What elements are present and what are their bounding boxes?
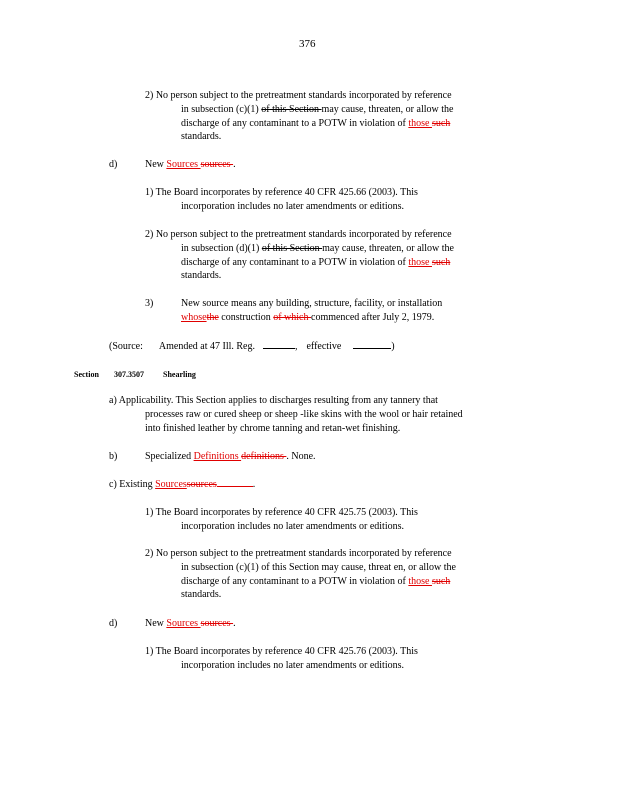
inserted-text: Sources (166, 618, 201, 629)
deleted-text: of which (273, 312, 311, 323)
text-line: 1) The Board incorporates by reference 40 CFR 425.66 (2003). This (145, 187, 418, 198)
page-number: 376 (299, 38, 316, 50)
inserted-text: Sources (166, 159, 201, 170)
deleted-text: the (206, 312, 219, 323)
text-run: discharge of any contaminant to a POTW in violation of (181, 257, 409, 268)
text-run: discharge of any contaminant to a POTW in violation of (181, 118, 409, 129)
deleted-text: such (431, 576, 451, 587)
subsection-label: b) (109, 451, 118, 462)
blank-line (263, 339, 295, 349)
text-line: 2) No person subject to the pretreatment standards incorporated by reference (145, 229, 452, 240)
text-line: into finished leather by chrome tanning and retan-wet finishing. (145, 423, 401, 434)
text-run: . (233, 159, 236, 170)
text-line (181, 256, 450, 269)
text-line: processes raw or cured sheep or sheep -like skins with the wool or hair retained (145, 409, 463, 420)
inserted-text: Definitions (193, 451, 242, 462)
subsection-label: d) (109, 618, 118, 629)
text-line: incorporation includes no later amendments or editions. (181, 521, 404, 532)
source-label: (Source: (109, 341, 143, 352)
text-run: may cause, threaten, or allow the (321, 104, 454, 115)
text-line: New source means any building, structure, facility, or installation (181, 298, 443, 309)
subsection-c-existing-sources (109, 478, 255, 491)
text-run: New (145, 618, 167, 629)
text-run: Specialized (145, 451, 194, 462)
section-label: Section (74, 370, 99, 379)
text-run: c) Existing (109, 479, 156, 490)
text-line (181, 117, 450, 130)
inserted-text: Sources (155, 479, 187, 490)
subsection-heading (145, 158, 236, 171)
text-line: 2) No person subject to the pretreatment standards incorporated by reference (145, 548, 452, 559)
text-line: 1) The Board incorporates by reference 40 CFR 425.76 (2003). This (145, 646, 418, 657)
text-run: construction (218, 312, 274, 323)
text-run: . None. (286, 451, 316, 462)
text-run: commenced after July 2, 1979. (311, 312, 435, 323)
text-line: standards. (181, 270, 222, 281)
deleted-rule (217, 480, 253, 487)
text-line: in subsection (c)(1) of this Section may cause, threat en, or allow the (181, 562, 456, 573)
text-line: a) Applicability. This Section applies to discharges resulting from any tannery that (109, 395, 438, 406)
text-line (181, 242, 454, 255)
struck-text: of this Section (261, 104, 322, 115)
text-run: . (252, 479, 256, 490)
subsection-heading (145, 450, 316, 463)
inserted-text: whose (181, 312, 207, 323)
subsection-label: d) (109, 159, 118, 170)
struck-text: of this Section (261, 243, 323, 254)
source-text: Amended at 47 Ill. Reg. (158, 341, 255, 352)
section-number: 307.3507 (114, 370, 144, 379)
text-line: standards. (181, 589, 222, 600)
text-line (181, 103, 453, 116)
inserted-text: those (408, 576, 432, 587)
text-run: . (233, 618, 236, 629)
blank-line (353, 339, 391, 349)
text-line: incorporation includes no later amendments or editions. (181, 201, 404, 212)
text-run: may cause, threaten, or allow the (322, 243, 454, 254)
source-note (109, 339, 395, 353)
text-run: New (145, 159, 167, 170)
deleted-text: sources (200, 618, 234, 629)
text-line: 1) The Board incorporates by reference 40 CFR 425.75 (2003). This (145, 507, 418, 518)
deleted-text: sources (186, 479, 217, 490)
deleted-text: sources (200, 159, 234, 170)
inserted-text: those (408, 118, 432, 129)
text-line (181, 311, 434, 324)
text-run: , (294, 341, 298, 352)
text-run: ) (391, 341, 395, 352)
inserted-text: those (408, 257, 432, 268)
deleted-text: such (431, 257, 451, 268)
text-run: effective (306, 341, 342, 352)
deleted-text: such (431, 118, 451, 129)
deleted-text: definitions (241, 451, 287, 462)
text-run: in subsection (d)(1) (181, 243, 262, 254)
section-title: Shearling (163, 370, 196, 379)
text-line: 2) No person subject to the pretreatment standards incorporated by reference (145, 90, 452, 101)
text-line: incorporation includes no later amendments or editions. (181, 660, 404, 671)
text-run: in subsection (c)(1) (181, 104, 262, 115)
item-number: 3) (145, 298, 154, 309)
text-line: standards. (181, 131, 222, 142)
text-run: discharge of any contaminant to a POTW in violation of (181, 576, 409, 587)
text-line (181, 575, 450, 588)
subsection-heading (145, 617, 236, 630)
